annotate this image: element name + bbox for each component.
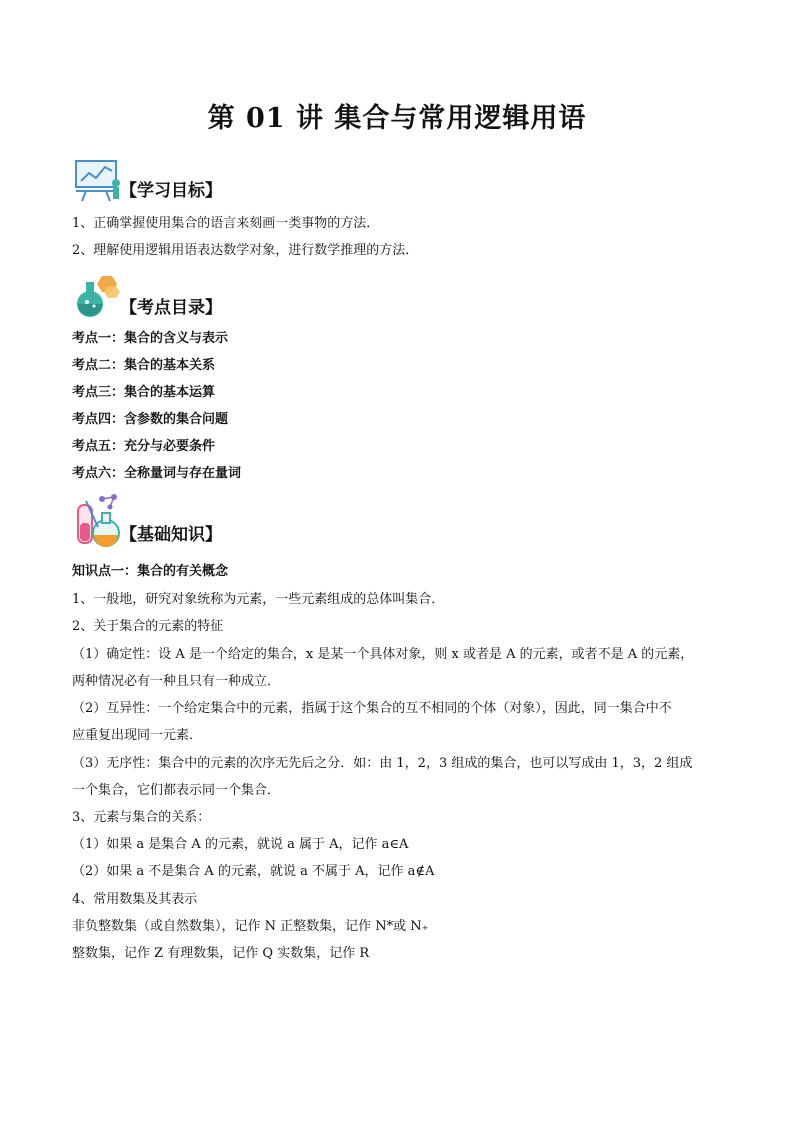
- section-basics-label: 【基础知识】: [120, 525, 222, 545]
- knowledge-line: （1）如果 a 是集合 A 的元素，就说 a 属于 A，记作 a∈A: [72, 837, 409, 852]
- knowledge-heading: 知识点一：集合的有关概念: [72, 564, 229, 579]
- exam-point-item: 考点一：集合的含义与表示: [72, 331, 229, 346]
- goal-item: 1、正确掌握使用集合的语言来刻画一类事物的方法．: [72, 216, 380, 231]
- exam-point-item: 考点六：全称量词与存在量词: [72, 466, 242, 481]
- knowledge-line: 非负整数集（或自然数集），记作 N 正整数集，记作 N*或 N₊: [72, 919, 429, 934]
- knowledge-line: （2）互异性：一个给定集合中的元素，指属于这个集合的互不相同的个体（对象），因此，同一集合中不: [72, 701, 672, 716]
- knowledge-line: 应重复出现同一元素．: [72, 728, 203, 743]
- exam-point-item: 考点四：含参数的集合问题: [72, 412, 229, 427]
- goal-item: 2、理解使用逻辑用语表达数学对象，进行数学推理的方法．: [72, 243, 419, 258]
- exam-point-item: 考点三：集合的基本运算: [72, 385, 216, 400]
- knowledge-line: 一个集合，它们都表示同一个集合．: [72, 783, 281, 798]
- page-title: 第 01 讲 集合与常用逻辑用语: [207, 103, 587, 134]
- knowledge-line: （3）无序性：集合中的元素的次序无先后之分．如：由 1，2，3 组成的集合，也可以写成由 1，3，2 组成: [72, 756, 693, 771]
- section-basics-header: [72, 493, 472, 549]
- knowledge-line: 2、关于集合的元素的特征: [72, 619, 224, 634]
- knowledge-line: 4、常用数集及其表示: [72, 892, 198, 907]
- section-goals-label: 【学习目标】: [120, 181, 222, 201]
- section-goals-header: [72, 155, 472, 205]
- section-points-header: [72, 272, 472, 322]
- knowledge-line: （2）如果 a 不是集合 A 的元素，就说 a 不属于 A，记作 a∉A: [72, 864, 435, 879]
- chemistry-flask-icon: [72, 272, 124, 322]
- exam-point-item: 考点五：充分与必要条件: [72, 439, 216, 454]
- knowledge-line: 1、一般地，研究对象统称为元素，一些元素组成的总体叫集合．: [72, 592, 445, 607]
- section-points-label: 【考点目录】: [120, 298, 222, 318]
- lab-beaker-icon: [72, 493, 124, 549]
- knowledge-line: （1）确定性：设 A 是一个给定的集合，x 是某一个具体对象，则 x 或者是 A 的元素，或者不是 A 的元素，: [72, 647, 694, 662]
- knowledge-line: 两种情况必有一种且只有一种成立．: [72, 674, 281, 689]
- knowledge-line: 整数集，记作 Z 有理数集，记作 Q 实数集，记作 R: [72, 946, 370, 961]
- presentation-board-icon: [72, 155, 124, 205]
- exam-point-item: 考点二：集合的基本关系: [72, 358, 216, 373]
- knowledge-line: 3、元素与集合的关系：: [72, 810, 211, 825]
